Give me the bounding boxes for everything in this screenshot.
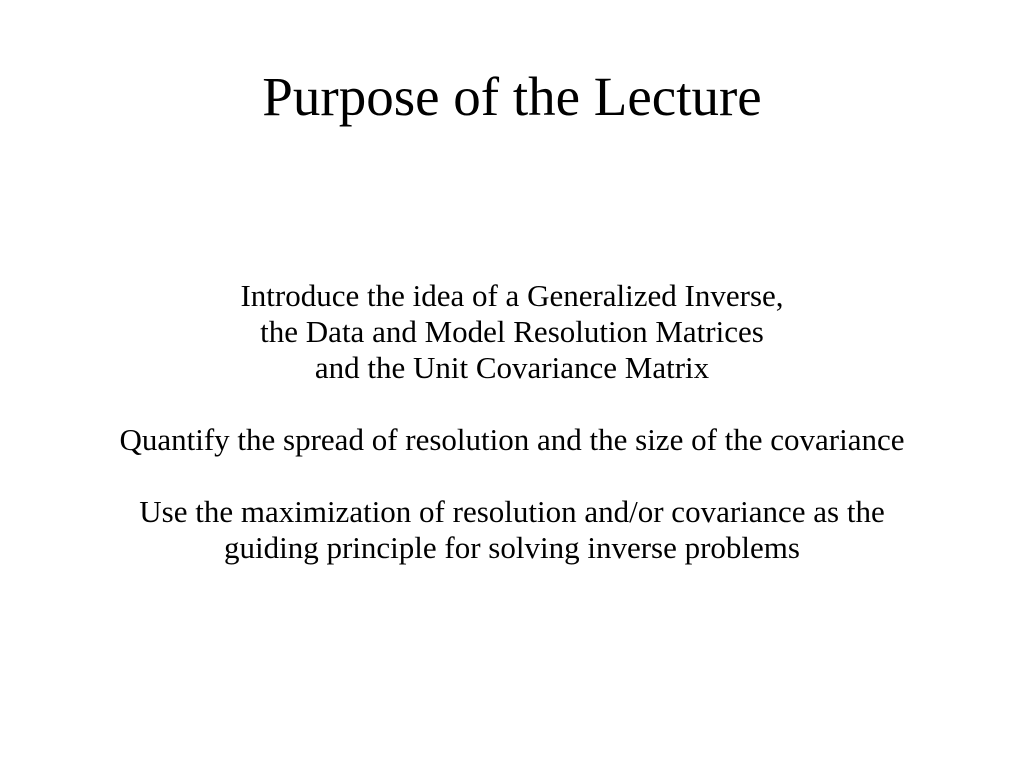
paragraph-use xyxy=(0,494,1024,566)
slide-title: Purpose of the Lecture xyxy=(262,66,762,127)
text-line: guiding principle for solving inverse problems xyxy=(224,530,800,565)
text-line: Introduce the idea of a Generalized Inverse, xyxy=(240,278,784,313)
paragraph-quantify xyxy=(0,422,1024,458)
text-line: and the Unit Covariance Matrix xyxy=(314,350,710,385)
text-line: Quantify the spread of resolution and the size of the covariance xyxy=(119,422,905,457)
slide-body xyxy=(0,278,1024,566)
paragraph-introduce xyxy=(0,278,1024,386)
text-line: Use the maximization of resolution and/or covariance as the xyxy=(139,494,885,529)
text-line: the Data and Model Resolution Matrices xyxy=(260,314,764,349)
